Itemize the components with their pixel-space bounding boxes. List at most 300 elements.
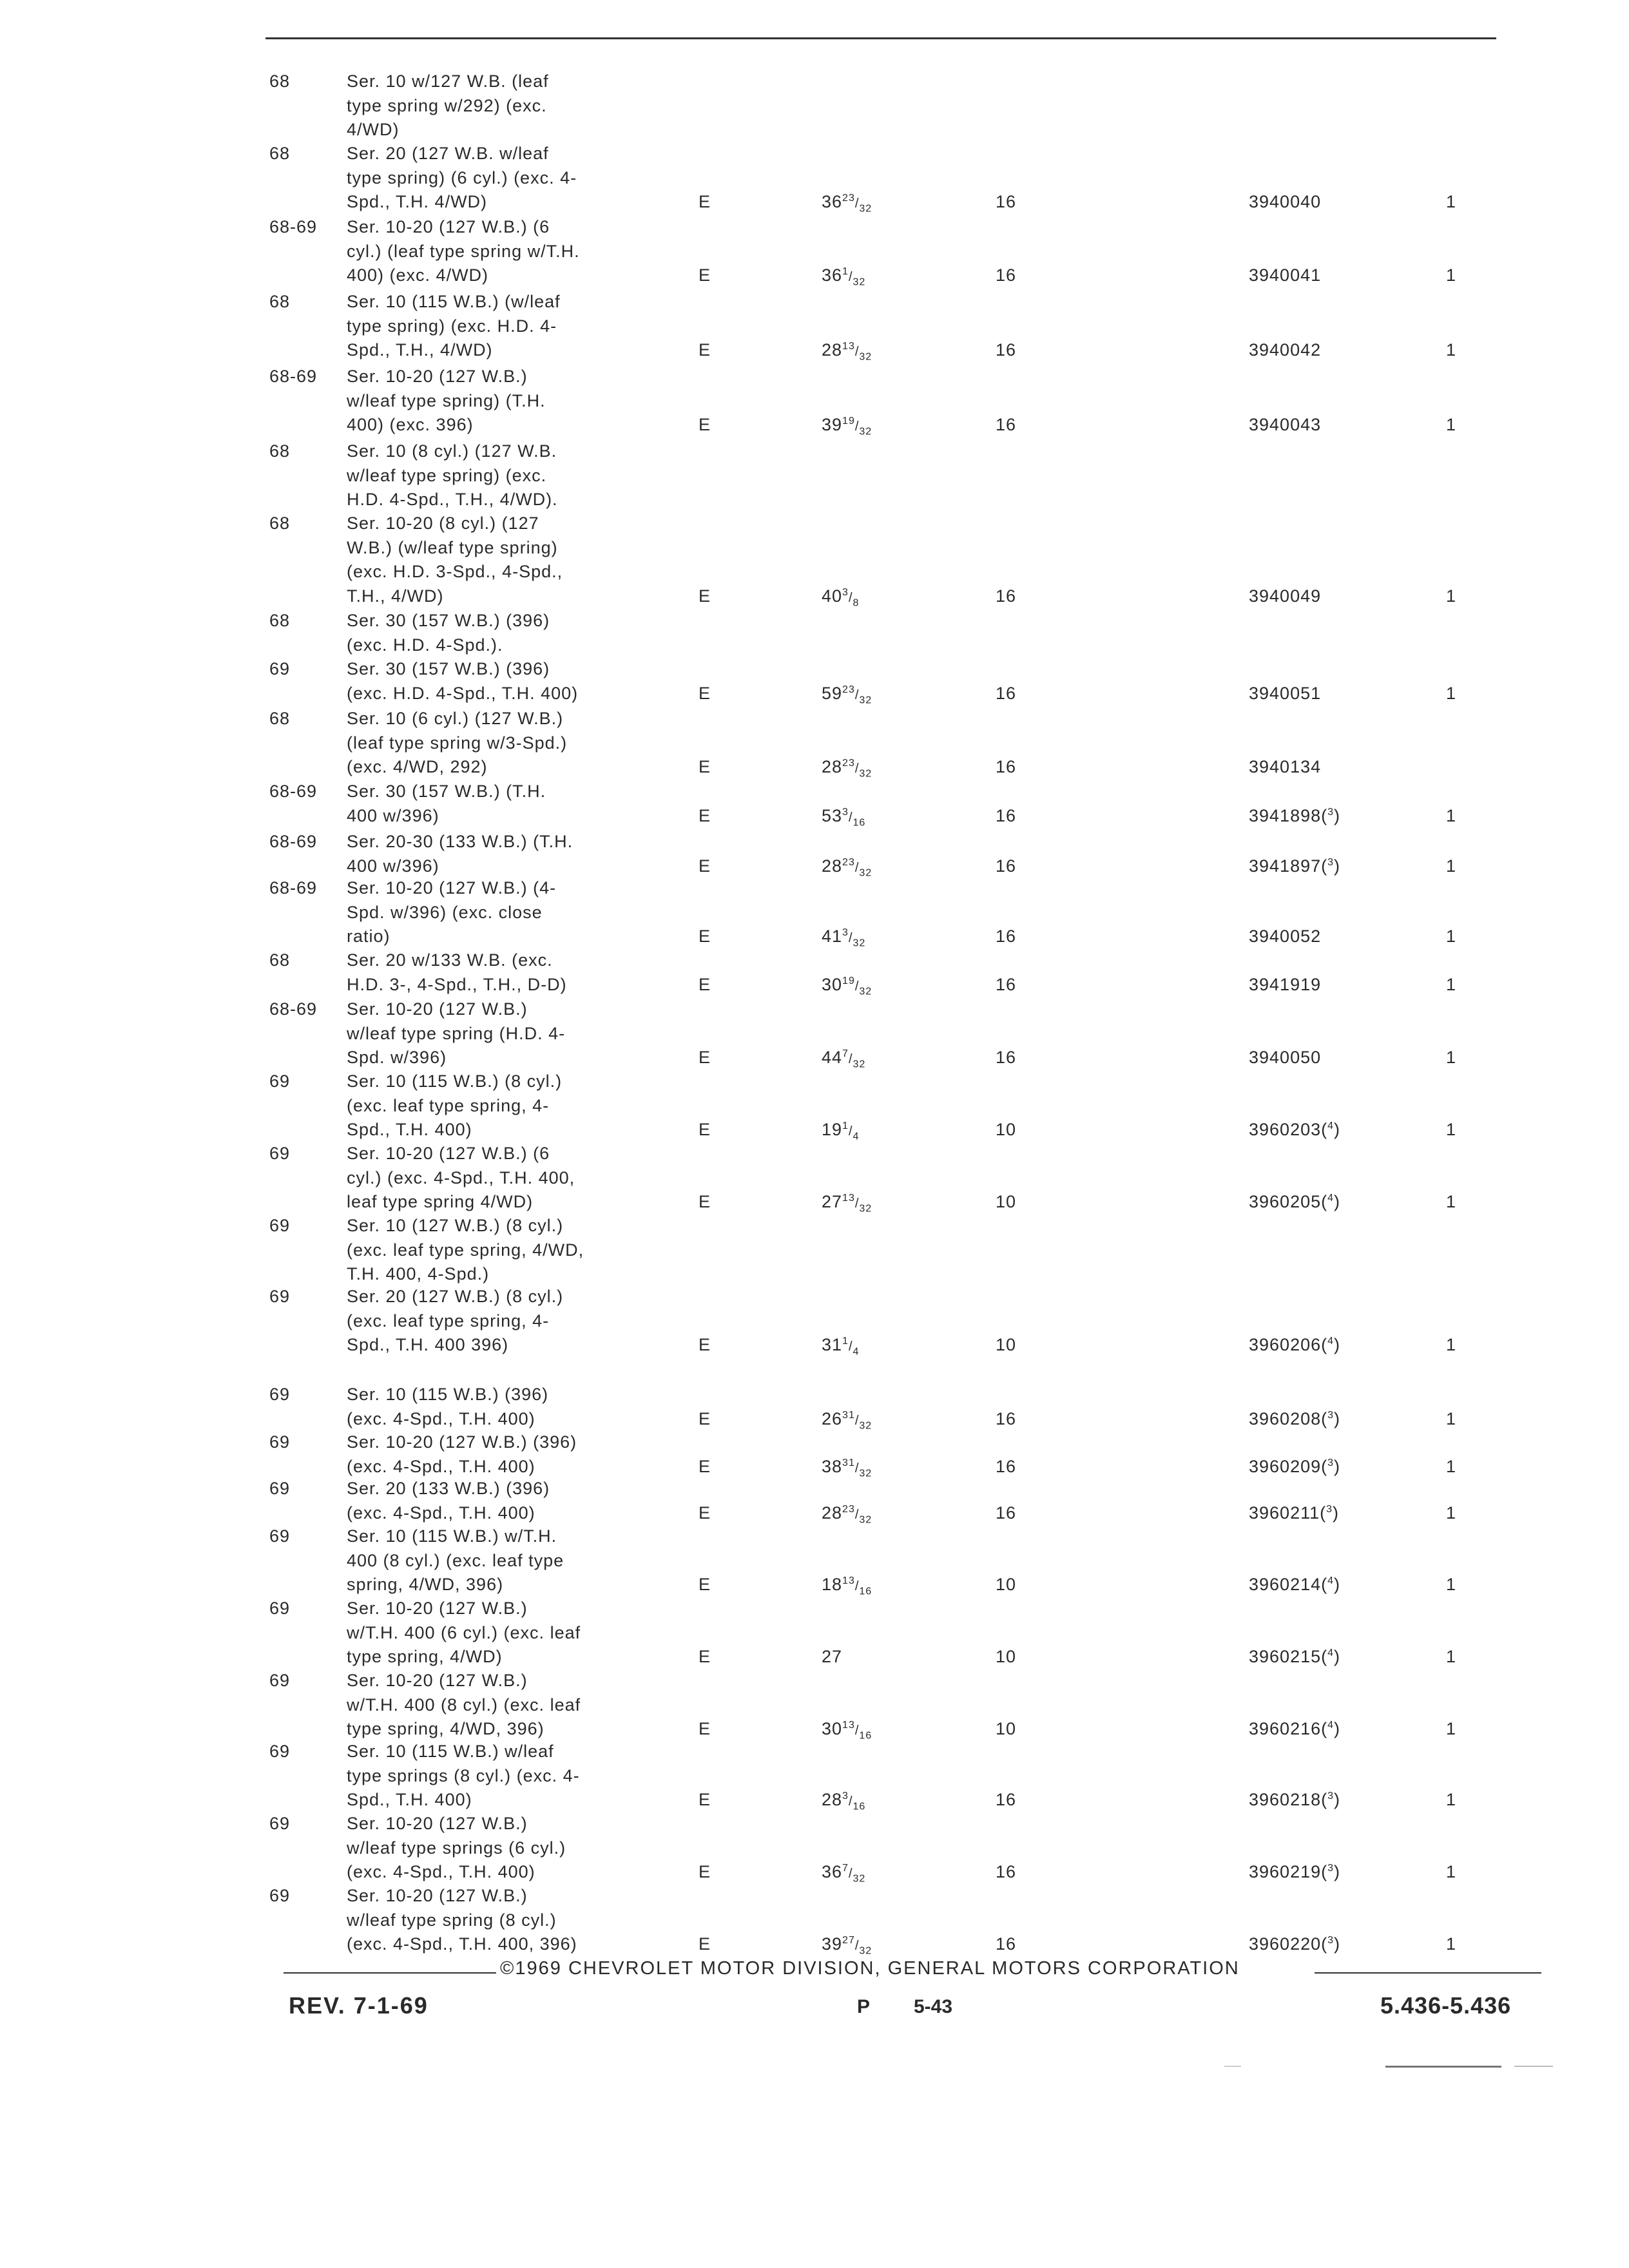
fraction-slash: /: [854, 1579, 860, 1593]
shaft-length: [822, 1046, 865, 1072]
shaft-length: [822, 1573, 872, 1599]
description-line: H.D. 3-, 4-Spd., T.H., D-D): [347, 974, 567, 994]
application-description: [347, 997, 669, 1070]
description-line: (exc. leaf type spring, 4-: [347, 1311, 550, 1331]
length-whole: 26: [822, 1408, 843, 1428]
quantity: 1: [1446, 1192, 1457, 1211]
fraction-slash: /: [854, 979, 860, 994]
code: E: [699, 1192, 711, 1211]
footnote-ref: 4: [1327, 1648, 1335, 1658]
quantity: 1: [1446, 1456, 1457, 1476]
description-line: 400 (8 cyl.) (exc. leaf type: [347, 1550, 564, 1570]
group-reference: 5.436-5.436: [1380, 1992, 1512, 2019]
description-line: (exc. 4-Spd., T.H. 400): [347, 1456, 535, 1476]
fraction-slash: /: [854, 345, 860, 359]
description-line: (exc. 4-Spd., T.H. 400, 396): [347, 1934, 577, 1954]
description-line: w/leaf type spring) (exc.: [347, 465, 547, 485]
description-line: Ser. 10 (115 W.B.) (8 cyl.): [347, 1072, 563, 1091]
description-line: Ser. 20 (127 W.B.) (8 cyl.): [347, 1287, 564, 1306]
part-number-value: 3960214: [1249, 1575, 1322, 1594]
application-description: [347, 142, 669, 215]
code: E: [699, 1575, 711, 1594]
copyright-line: ©1969 CHEVROLET MOTOR DIVISION, GENERAL MOTORS CORPORATION: [497, 1958, 1242, 1979]
description-line: T.H. 400, 4-Spd.): [347, 1264, 490, 1283]
description-line: type spring) (6 cyl.) (exc. 4-: [347, 168, 577, 187]
length-whole: 36: [822, 265, 843, 285]
length-numerator: 31: [842, 1457, 855, 1468]
shaft-length: [822, 1932, 872, 1959]
length-whole: 44: [822, 1048, 843, 1067]
quantity: 1: [1446, 683, 1457, 703]
tube-diameter: 16: [996, 1862, 1017, 1881]
description-line: Spd., T.H., 4/WD): [347, 340, 493, 360]
length-numerator: 13: [842, 1193, 855, 1204]
model-year: 68: [269, 950, 291, 970]
model-year: 68-69: [269, 782, 318, 801]
application-description: [347, 70, 669, 142]
part-number: [1249, 1573, 1340, 1597]
footnote-ref: 3: [1327, 1935, 1335, 1946]
fraction-slash: /: [848, 1340, 853, 1354]
description-line: Ser. 10-20 (127 W.B.): [347, 367, 528, 386]
code: E: [699, 805, 711, 825]
application-description: [347, 657, 669, 706]
description-line: (exc. 4-Spd., T.H. 400): [347, 1862, 535, 1881]
quantity: 1: [1446, 1408, 1457, 1428]
part-number-value: 3941898: [1249, 805, 1322, 825]
part-number-value: 3940043: [1249, 415, 1322, 434]
footnote-ref: 3: [1326, 1503, 1333, 1515]
shaft-length: [822, 1407, 872, 1434]
part-number-value: 3960208: [1249, 1408, 1322, 1428]
description-line: (exc. 4-Spd., T.H. 400): [347, 1408, 535, 1428]
code: E: [699, 1790, 711, 1809]
part-number-value: 3940052: [1249, 927, 1322, 946]
description-line: Ser. 10-20 (127 W.B.): [347, 1886, 528, 1905]
model-year: 69: [269, 1526, 291, 1546]
description-line: Ser. 10-20 (127 W.B.): [347, 999, 528, 1019]
length-numerator: 19: [842, 975, 855, 986]
model-year: 69: [269, 1479, 291, 1498]
length-whole: 28: [822, 340, 843, 360]
description-line: (exc. 4/WD, 292): [347, 757, 488, 776]
part-number-value: 3960209: [1249, 1456, 1322, 1476]
quantity: 1: [1446, 1934, 1457, 1954]
footnote-paren: ): [1334, 1790, 1341, 1809]
length-denominator: 32: [859, 867, 872, 878]
description-line: cyl.) (leaf type spring w/T.H.: [347, 241, 580, 261]
part-number: [1249, 1717, 1340, 1742]
application-description: [347, 1285, 669, 1358]
length-denominator: 16: [853, 816, 866, 828]
code: E: [699, 757, 711, 776]
scan-mark: [1224, 2066, 1241, 2067]
tube-diameter: 16: [996, 340, 1017, 360]
quantity: 1: [1446, 1048, 1457, 1067]
part-number-value: 3960211: [1249, 1503, 1320, 1523]
length-numerator: 23: [842, 856, 855, 868]
length-whole: 38: [822, 1456, 843, 1476]
quantity: 1: [1446, 1503, 1457, 1523]
fraction-slash: /: [854, 687, 860, 702]
part-number-value: 3940049: [1249, 586, 1322, 606]
quantity: 1: [1446, 856, 1457, 876]
tube-diameter: 16: [996, 1790, 1017, 1809]
footnote-paren: ): [1334, 1647, 1341, 1666]
footnote-paren: (: [1321, 1934, 1328, 1954]
description-line: W.B.) (w/leaf type spring): [347, 537, 558, 557]
footnote-paren: ): [1334, 1335, 1341, 1354]
footnote-paren: ): [1333, 1503, 1340, 1523]
part-number: [1249, 1788, 1340, 1812]
footnote-ref: 3: [1327, 1791, 1335, 1802]
length-denominator: 32: [853, 937, 866, 949]
quantity: 1: [1446, 1790, 1457, 1809]
length-numerator: 27: [842, 1935, 855, 1946]
fraction-slash: /: [854, 762, 860, 776]
length-numerator: 1: [842, 266, 849, 277]
code: E: [699, 265, 711, 285]
description-line: Ser. 10-20 (127 W.B.): [347, 1814, 528, 1833]
application-description: [347, 1477, 669, 1525]
model-year: 69: [269, 1287, 291, 1306]
description-line: Ser. 10 (8 cyl.) (127 W.B.: [347, 441, 557, 461]
code: E: [699, 1647, 711, 1666]
tube-diameter: 16: [996, 265, 1017, 285]
length-whole: 28: [822, 757, 843, 776]
description-line: leaf type spring 4/WD): [347, 1192, 534, 1211]
description-line: Spd., T.H. 400): [347, 1120, 472, 1139]
length-denominator: 32: [859, 1467, 872, 1479]
model-year: 68-69: [269, 367, 318, 386]
model-year: 69: [269, 1385, 291, 1404]
fraction-slash: /: [854, 1507, 860, 1522]
length-denominator: 32: [853, 276, 866, 288]
model-year: 69: [269, 1144, 291, 1163]
description-line: (exc. H.D. 4-Spd.).: [347, 635, 503, 655]
length-numerator: 23: [842, 193, 855, 204]
section-letter: P: [857, 1996, 871, 2017]
description-line: 400) (exc. 4/WD): [347, 265, 489, 285]
shaft-length: [822, 338, 872, 365]
tube-diameter: 10: [996, 1120, 1017, 1139]
part-number-value: 3941919: [1249, 974, 1322, 994]
length-whole: 36: [822, 1862, 843, 1881]
fraction-slash: /: [854, 419, 860, 434]
part-number: [1249, 854, 1340, 879]
footnote-paren: ): [1334, 1575, 1341, 1594]
description-line: Ser. 20 (127 W.B. w/leaf: [347, 144, 549, 163]
code: E: [699, 1335, 711, 1354]
part-number: [1249, 584, 1321, 609]
shaft-length: [822, 584, 859, 611]
length-whole: 30: [822, 974, 843, 994]
model-year: 69: [269, 1599, 291, 1618]
description-line: (exc. H.D. 3-Spd., 4-Spd.,: [347, 562, 563, 581]
fraction-slash: /: [854, 1196, 860, 1211]
footnote-ref: 3: [1327, 806, 1335, 818]
description-line: Ser. 10 (127 W.B.) (8 cyl.): [347, 1216, 564, 1235]
shaft-length: [822, 804, 865, 831]
tube-diameter: 10: [996, 1192, 1017, 1211]
part-number-value: 3940134: [1249, 757, 1322, 776]
length-whole: 39: [822, 1934, 843, 1954]
fraction-slash: /: [848, 1124, 853, 1139]
length-numerator: 13: [842, 1720, 855, 1731]
length-whole: 31: [822, 1335, 843, 1354]
quantity: 1: [1446, 805, 1457, 825]
description-line: Ser. 10-20 (127 W.B.) (4-: [347, 878, 557, 898]
length-numerator: 3: [842, 927, 849, 938]
footnote-paren: (: [1321, 1647, 1328, 1666]
application-description: [347, 1383, 669, 1431]
application-description: [347, 1142, 669, 1215]
description-line: Ser. 10 (115 W.B.) (w/leaf: [347, 292, 561, 311]
part-number-value: 3960206: [1249, 1335, 1322, 1354]
description-line: (exc. leaf type spring, 4-: [347, 1095, 550, 1115]
application-description: [347, 876, 669, 949]
length-whole: 19: [822, 1120, 843, 1139]
length-denominator: 4: [853, 1131, 860, 1142]
length-whole: 40: [822, 586, 843, 606]
quantity: 1: [1446, 415, 1457, 434]
footnote-paren: ): [1334, 805, 1341, 825]
application-description: [347, 1740, 669, 1812]
length-numerator: 23: [842, 1503, 855, 1515]
quantity: 1: [1446, 974, 1457, 994]
part-number: [1249, 1860, 1340, 1885]
length-denominator: 32: [859, 426, 872, 437]
description-line: spring, 4/WD, 396): [347, 1575, 504, 1594]
length-denominator: 32: [859, 351, 872, 363]
part-number-value: 3960205: [1249, 1192, 1322, 1211]
length-numerator: 23: [842, 758, 855, 769]
part-number-value: 3960219: [1249, 1862, 1322, 1881]
quantity: 1: [1446, 586, 1457, 606]
description-line: type spring, 4/WD, 396): [347, 1719, 545, 1738]
footnote-ref: 4: [1327, 1336, 1335, 1347]
model-year: 69: [269, 1432, 291, 1452]
length-whole: 53: [822, 805, 843, 825]
length-whole: 18: [822, 1575, 843, 1594]
tube-diameter: 16: [996, 927, 1017, 946]
application-description: [347, 215, 669, 288]
model-year: 68-69: [269, 878, 318, 898]
footnote-paren: (: [1321, 856, 1328, 876]
tube-diameter: 16: [996, 1048, 1017, 1067]
length-denominator: 32: [859, 1945, 872, 1957]
tube-diameter: 16: [996, 757, 1017, 776]
shaft-length: [822, 1717, 872, 1744]
description-line: Ser. 30 (157 W.B.) (T.H.: [347, 782, 546, 801]
shaft-length: [822, 190, 872, 216]
length-whole: 41: [822, 927, 843, 946]
footnote-paren: ): [1334, 1934, 1341, 1954]
description-line: Ser. 30 (157 W.B.) (396): [347, 659, 550, 678]
footnote-paren: ): [1334, 1456, 1341, 1476]
length-denominator: 4: [853, 1346, 860, 1358]
fraction-slash: /: [854, 197, 860, 211]
length-denominator: 32: [859, 1514, 872, 1525]
tube-diameter: 16: [996, 1934, 1017, 1954]
fraction-slash: /: [848, 810, 853, 825]
tube-diameter: 16: [996, 415, 1017, 434]
part-number: [1249, 1501, 1339, 1526]
length-denominator: 32: [859, 985, 872, 997]
description-line: w/leaf type spring (8 cyl.): [347, 1910, 557, 1930]
quantity: 1: [1446, 192, 1457, 211]
model-year: 68-69: [269, 217, 318, 236]
description-line: w/leaf type spring (H.D. 4-: [347, 1023, 566, 1043]
model-year: 69: [269, 1814, 291, 1833]
application-description: [347, 439, 669, 512]
length-denominator: 16: [859, 1586, 872, 1597]
length-numerator: 19: [842, 416, 855, 427]
description-line: Ser. 30 (157 W.B.) (396): [347, 611, 550, 630]
application-description: [347, 1597, 669, 1669]
scan-mark: [1385, 2066, 1501, 2068]
code: E: [699, 586, 711, 606]
top-rule: [265, 37, 1496, 39]
model-year: 68: [269, 709, 291, 728]
length-whole: 30: [822, 1719, 843, 1738]
description-line: (exc. 4-Spd., T.H. 400): [347, 1503, 535, 1523]
footnote-paren: ): [1334, 1192, 1341, 1211]
quantity: 1: [1446, 340, 1457, 360]
footnote-paren: (: [1321, 1335, 1328, 1354]
description-line: Ser. 20 (133 W.B.) (396): [347, 1479, 550, 1498]
revision-date: REV. 7-1-69: [289, 1992, 429, 2019]
description-line: Spd., T.H. 4/WD): [347, 192, 488, 211]
tube-diameter: 10: [996, 1335, 1017, 1354]
footnote-paren: ): [1334, 1719, 1341, 1738]
description-line: type spring, 4/WD): [347, 1647, 503, 1666]
shaft-length: [822, 1860, 865, 1887]
footer-rule-right: [1315, 1972, 1541, 1974]
quantity: 1: [1446, 927, 1457, 946]
footnote-paren: (: [1321, 805, 1328, 825]
description-line: Ser. 10-20 (127 W.B.): [347, 1671, 528, 1690]
footnote-ref: 3: [1327, 1409, 1335, 1421]
part-number: [1249, 682, 1321, 706]
application-description: [347, 1070, 669, 1142]
application-description: [347, 1669, 669, 1742]
length-whole: 27: [822, 1192, 843, 1211]
code: E: [699, 340, 711, 360]
part-number: [1249, 1932, 1340, 1957]
shaft-length: [822, 413, 872, 439]
quantity: 1: [1446, 1335, 1457, 1354]
model-year: 68: [269, 292, 291, 311]
part-number: [1249, 1645, 1340, 1669]
length-numerator: 1: [842, 1120, 849, 1131]
tube-diameter: 16: [996, 805, 1017, 825]
description-line: Spd., T.H. 400 396): [347, 1335, 509, 1354]
description-line: Ser. 10 (115 W.B.) w/leaf: [347, 1742, 554, 1761]
model-year: 69: [269, 1671, 291, 1690]
tube-diameter: 16: [996, 1408, 1017, 1428]
tube-diameter: 16: [996, 1456, 1017, 1476]
tube-diameter: 16: [996, 683, 1017, 703]
code: E: [699, 1048, 711, 1067]
application-description: [347, 1430, 669, 1479]
model-year: 69: [269, 1216, 291, 1235]
description-line: type spring) (exc. H.D. 4-: [347, 316, 557, 336]
fraction-slash: /: [848, 1794, 853, 1809]
fraction-slash: /: [854, 1939, 860, 1953]
code: E: [699, 974, 711, 994]
footnote-ref: 3: [1327, 856, 1335, 868]
footnote-paren: (: [1321, 1719, 1328, 1738]
code: E: [699, 415, 711, 434]
description-line: Ser. 10-20 (8 cyl.) (127: [347, 514, 539, 533]
part-number: [1249, 804, 1340, 829]
model-year: 69: [269, 1886, 291, 1905]
model-year: 68: [269, 144, 291, 163]
shaft-length: [822, 1333, 859, 1360]
length-denominator: 32: [859, 694, 872, 706]
part-number: [1249, 1118, 1340, 1142]
description-line: w/T.H. 400 (8 cyl.) (exc. leaf: [347, 1695, 581, 1715]
description-line: Ser. 10 (115 W.B.) w/T.H.: [347, 1526, 557, 1546]
application-description: [347, 512, 669, 608]
application-description: [347, 290, 669, 363]
footnote-paren: (: [1321, 1456, 1328, 1476]
description-line: (exc. leaf type spring, 4/WD,: [347, 1240, 584, 1260]
code: E: [699, 683, 711, 703]
part-number: [1249, 1190, 1340, 1215]
length-denominator: 32: [853, 1059, 866, 1070]
description-line: Ser. 20-30 (133 W.B.) (T.H.: [347, 832, 574, 851]
length-denominator: 16: [859, 1730, 872, 1742]
length-numerator: 13: [842, 1575, 855, 1586]
part-number: [1249, 338, 1321, 363]
footnote-ref: 3: [1327, 1457, 1335, 1468]
footnote-paren: (: [1321, 1192, 1328, 1211]
shaft-length: [822, 755, 872, 782]
length-numerator: 1: [842, 1336, 849, 1347]
footnote-paren: (: [1321, 1790, 1328, 1809]
description-line: Ser. 10-20 (127 W.B.) (6: [347, 1144, 550, 1163]
length-numerator: 3: [842, 1791, 849, 1802]
part-number-value: 3940040: [1249, 192, 1322, 211]
part-number-value: 3940042: [1249, 340, 1322, 360]
shaft-length: [822, 1788, 865, 1814]
description-line: 400 w/396): [347, 805, 439, 825]
description-line: Ser. 10 (115 W.B.) (396): [347, 1385, 549, 1404]
part-number: [1249, 264, 1321, 288]
description-line: Ser. 10-20 (127 W.B.) (6: [347, 217, 550, 236]
part-number-value: 3960216: [1249, 1719, 1322, 1738]
description-line: 400 w/396): [347, 856, 439, 876]
length-denominator: 16: [853, 1801, 866, 1812]
page-number: 5-43: [914, 1996, 953, 2017]
part-number-value: 3940050: [1249, 1048, 1322, 1067]
part-number: [1249, 1333, 1340, 1358]
description-line: T.H., 4/WD): [347, 586, 444, 606]
footer-rule-left: [284, 1972, 496, 1974]
description-line: Spd. w/396) (exc. close: [347, 902, 543, 922]
footnote-paren: ): [1334, 1862, 1341, 1881]
length-whole: 36: [822, 192, 843, 211]
footnote-ref: 4: [1327, 1575, 1335, 1586]
length-denominator: 32: [853, 1873, 866, 1885]
code: E: [699, 1120, 711, 1139]
description-line: Ser. 10 (6 cyl.) (127 W.B.): [347, 709, 564, 728]
part-number: [1249, 755, 1321, 780]
shaft-length: [822, 1118, 859, 1144]
description-line: Ser. 10-20 (127 W.B.) (396): [347, 1432, 577, 1452]
